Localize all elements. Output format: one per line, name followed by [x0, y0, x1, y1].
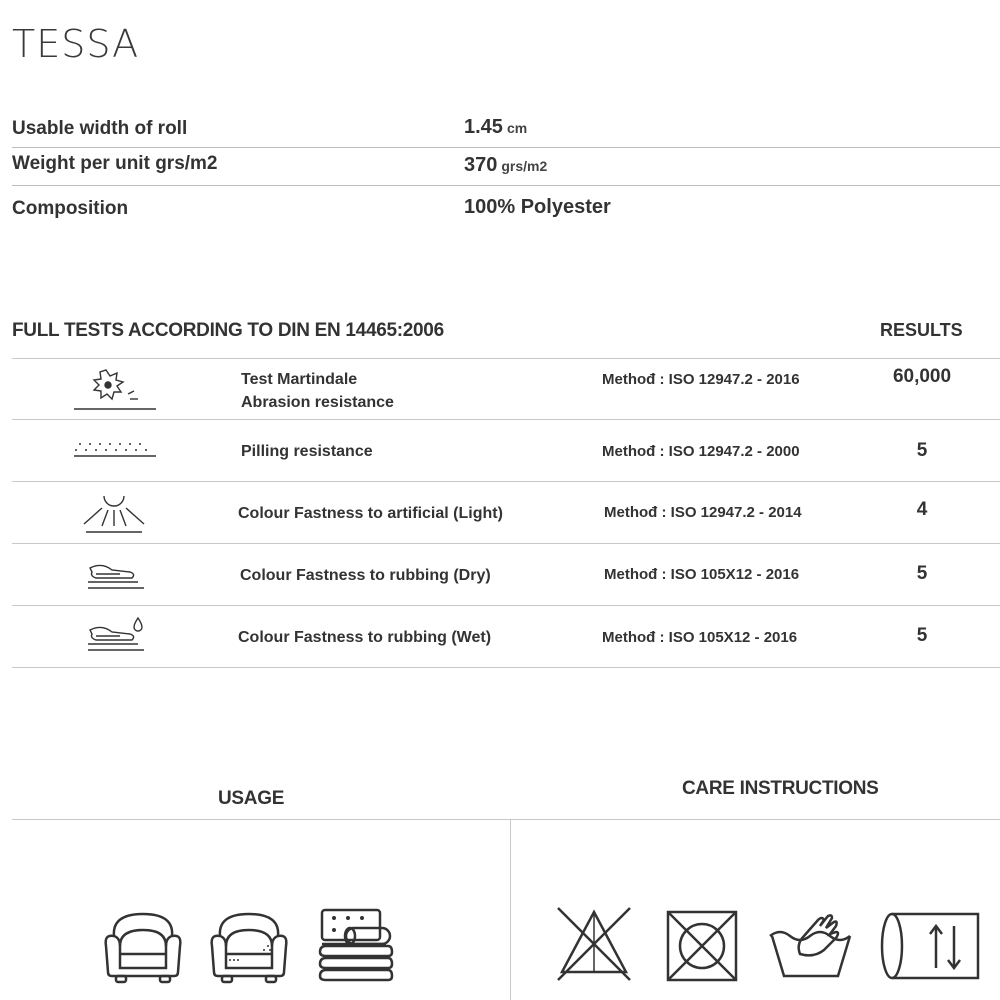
usage-heading: USAGE — [218, 788, 285, 809]
spec-unit: grs/m2 — [501, 158, 548, 174]
test-row — [12, 544, 1000, 606]
care-heading: CARE INSTRUCTIONS — [682, 778, 879, 799]
test-result: 5 — [916, 563, 928, 584]
test-name: Test Martindale — [241, 371, 358, 388]
spec-label: Weight per unit grs/m2 — [12, 153, 218, 174]
test-method: Methođ : ISO 105X12 - 2016 — [604, 566, 800, 583]
rubbing-dry-icon — [72, 556, 162, 596]
spec-unit: cm — [506, 120, 528, 136]
test-description — [241, 368, 394, 414]
tests-heading: FULL TESTS ACCORDING TO DIN EN 14465:2006 — [12, 320, 444, 341]
product-title: TESSA — [12, 22, 140, 66]
roll-storage-icon — [878, 908, 988, 984]
test-subname: Abrasion resistance — [241, 394, 394, 411]
test-name: Pilling resistance — [241, 443, 373, 460]
divider — [12, 667, 1000, 668]
armchair-upholstery-icon — [204, 906, 294, 986]
test-method: Methođ : ISO 12947.2 - 2000 — [602, 443, 800, 460]
test-name: Colour Fastness to rubbing (Wet) — [238, 629, 492, 646]
spec-row-composition — [12, 186, 1000, 224]
test-name: Colour Fastness to rubbing (Dry) — [240, 567, 491, 584]
test-result: 5 — [916, 440, 928, 461]
test-row — [12, 358, 1000, 420]
cushions-bedding-icon — [316, 906, 396, 986]
vertical-divider — [510, 820, 511, 1000]
test-row — [12, 420, 1000, 482]
spec-value — [464, 116, 527, 139]
spec-row-weight — [12, 148, 1000, 186]
test-row — [12, 482, 1000, 544]
rubbing-wet-icon — [72, 614, 162, 658]
test-result: 4 — [916, 499, 928, 520]
no-bleach-icon — [554, 904, 634, 984]
pilling-icon — [72, 438, 162, 462]
martindale-abrasion-icon — [72, 364, 162, 412]
spec-number: 1.45 — [464, 116, 503, 138]
test-result: 5 — [916, 625, 928, 646]
spec-label: Composition — [12, 198, 129, 219]
spec-row-width — [12, 110, 1000, 148]
results-heading: RESULTS — [880, 320, 963, 340]
test-row — [12, 606, 1000, 668]
test-method: Methođ : ISO 12947.2 - 2016 — [602, 371, 800, 388]
hand-wash-icon — [766, 908, 856, 984]
test-method: Methođ : ISO 105X12 - 2016 — [602, 629, 798, 646]
divider — [12, 819, 1000, 820]
spec-value: 100% Polyester — [464, 196, 611, 218]
spec-value — [464, 154, 547, 177]
test-method: Methođ : ISO 12947.2 - 2014 — [604, 504, 802, 521]
spec-label: Usable width of roll — [12, 118, 188, 139]
light-fastness-icon — [72, 488, 162, 538]
armchair-icon — [98, 906, 188, 986]
test-name: Colour Fastness to artificial (Light) — [238, 505, 503, 522]
no-tumble-dry-icon — [664, 908, 740, 984]
spec-number: 370 — [464, 154, 498, 176]
test-result: 60,000 — [892, 366, 952, 387]
